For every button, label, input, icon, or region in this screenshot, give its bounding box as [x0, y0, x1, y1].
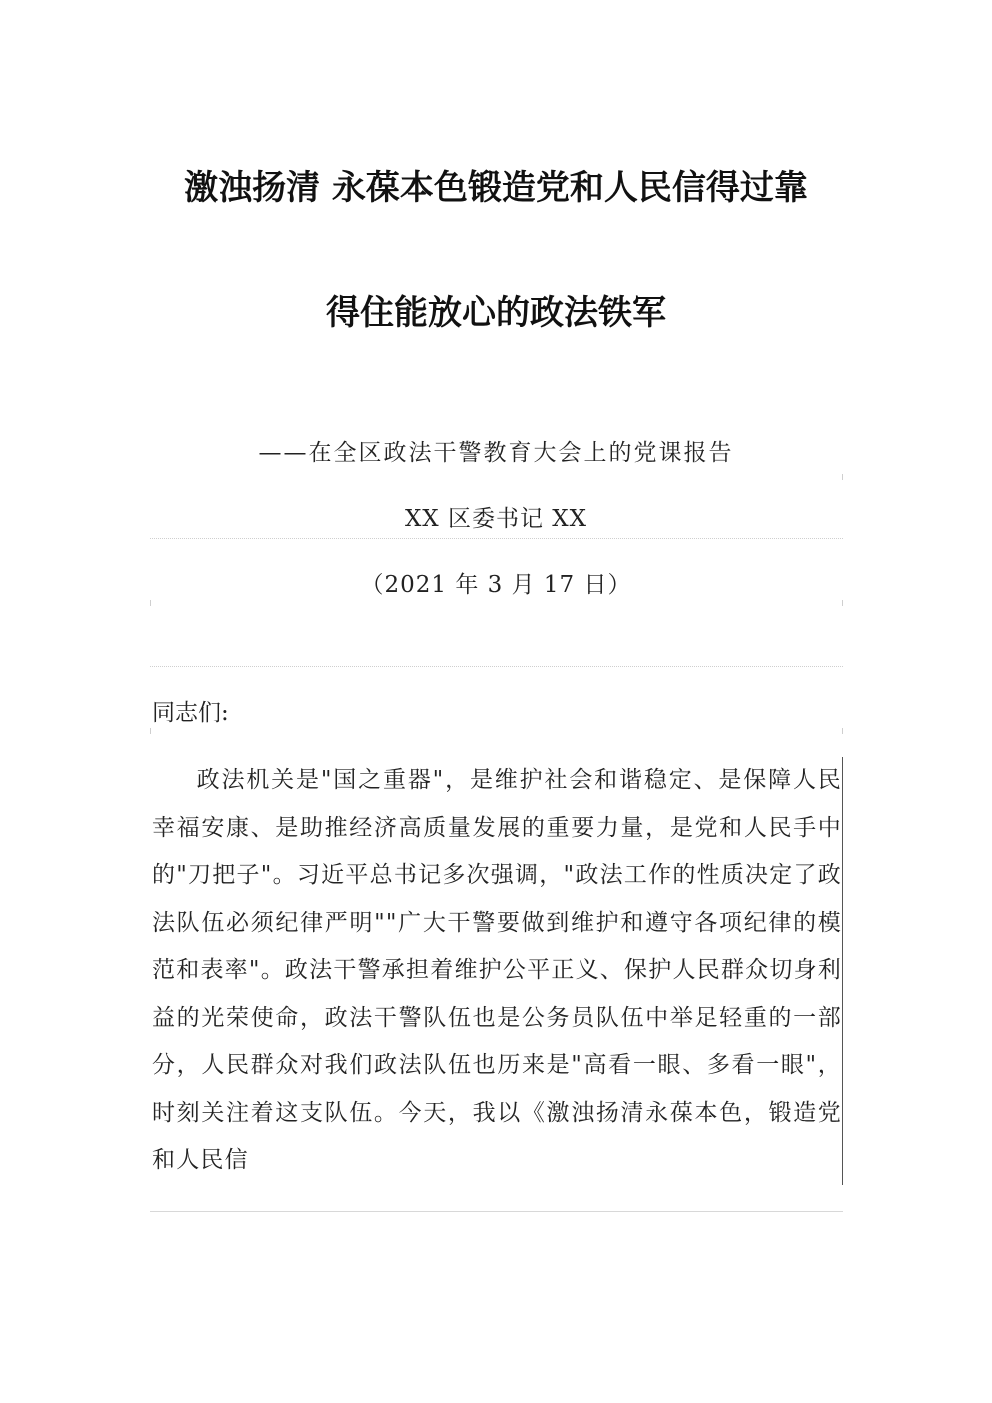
- salutation: 同志们:: [152, 700, 229, 726]
- margin-tick: [150, 728, 151, 734]
- document-author: XX 区委书记 XX: [404, 506, 588, 532]
- document-title-line-1: 激浊扬清 永葆本色锻造党和人民信得过靠: [184, 168, 808, 208]
- margin-tick: [842, 600, 843, 606]
- paragraph-text: 政法机关是"国之重器"，是维护社会和谐稳定、是保障人民幸福安康、是助推经济高质量发展的重要力量，是党和人民手中的"刀把子"。习近平总书记多次强调，"政法工作的性质决定了政法队伍必须纪律严明""广大干警要做到维护和遵守各项纪律的模范和表率"。政法干警承担着维护公平正义、保护人民群众切身利益的光荣使命，政法干警队伍也是公务员队伍中举足轻重的一部分，人民群众对我们政法队伍也历来是"高看一眼、多看一眼"，时刻关注着这支队伍。今天，我以《激浊扬清永葆本色，锻造党和人民信: [152, 767, 842, 1173]
- page-bottom-divider: [150, 1211, 843, 1212]
- margin-tick: [150, 600, 151, 606]
- document-date: （2021 年 3 月 17 日）: [360, 572, 632, 598]
- document-title-line-2: 得住能放心的政法铁军: [326, 293, 666, 333]
- body-paragraph: [152, 757, 843, 1185]
- margin-tick: [842, 728, 843, 734]
- divider: [150, 538, 843, 539]
- document-subtitle: ——在全区政法干警教育大会上的党课报告: [258, 440, 734, 466]
- divider: [150, 666, 843, 667]
- margin-tick: [842, 474, 843, 480]
